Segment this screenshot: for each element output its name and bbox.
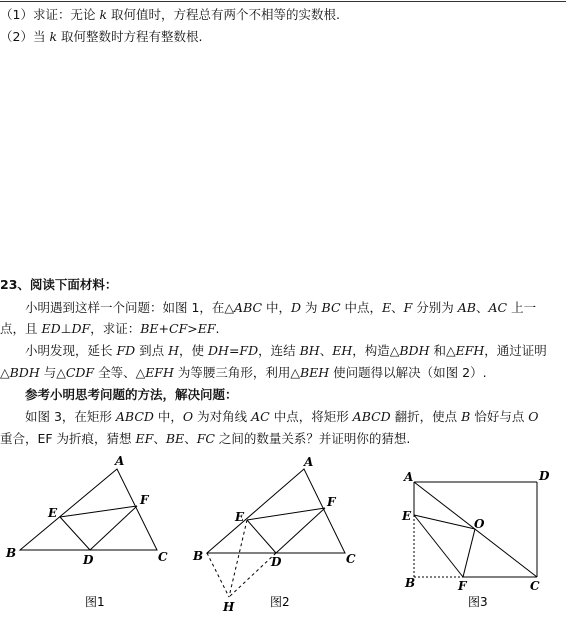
fig1-segment-ed <box>60 517 90 550</box>
part2-suffix: 取何整数时方程有整数根. <box>57 29 203 44</box>
math-term: BC <box>321 300 341 315</box>
fig1-segment-ef <box>60 506 137 517</box>
q23-heading: 23、阅读下面材料： <box>0 277 118 292</box>
text-run: △ <box>0 365 10 380</box>
math-term: AC <box>488 300 508 315</box>
math-term: BDH <box>399 343 430 358</box>
math-term: FD <box>116 343 136 358</box>
fig3-label-f: F <box>458 579 467 593</box>
figures <box>0 445 566 635</box>
fig3-label-b: B <box>405 576 416 590</box>
fig3-label-a: A <box>404 470 414 484</box>
fig1-triangle-abc <box>20 469 157 550</box>
text-run: 上一 <box>507 300 537 315</box>
fig1-label-e: E <box>48 506 58 520</box>
math-term: BE <box>165 431 185 446</box>
math-term: BE+CF>EF <box>140 321 216 336</box>
math-term: FC <box>196 431 215 446</box>
math-term: E <box>382 300 392 315</box>
text-run: 中， <box>153 409 183 424</box>
text-run: 翻折，使点 <box>390 409 462 424</box>
fig3-label-o: O <box>474 517 485 531</box>
text-run: 、 <box>319 343 333 358</box>
fig2-segment-bh <box>207 553 229 597</box>
math-term: O <box>528 409 539 424</box>
fig1-label-f: F <box>140 493 149 507</box>
q23-p4-line1 <box>0 408 539 426</box>
fig1-label-d: D <box>83 553 94 567</box>
math-term: DH=FD <box>208 343 259 358</box>
math-term: EFH <box>455 343 485 358</box>
part2-line <box>0 28 202 46</box>
fig3-label-e: E <box>402 509 412 523</box>
text-run: 、 <box>184 431 197 446</box>
math-term: EH <box>332 343 353 358</box>
fig2-label-h: H <box>223 600 235 614</box>
math-term: AB <box>457 300 476 315</box>
text-run: 小明发现，延长 <box>0 343 117 358</box>
text-run: 使问题得以解决（如图 2）. <box>329 365 487 380</box>
text-run: 为对角线 <box>193 409 252 424</box>
text-run: 小明遇到这样一个问题：如图 1，在△ <box>0 300 235 315</box>
fig3-label-d: D <box>539 469 550 483</box>
part2-prefix: （2）当 <box>0 29 50 44</box>
figure-2 <box>207 469 345 597</box>
text-run: 中点， <box>340 300 382 315</box>
text-run: ⊥ <box>60 321 72 336</box>
top-rule <box>0 1 566 2</box>
text-run: 重合，EF 为折痕，猜想 <box>0 431 136 446</box>
fig1-label-a: A <box>115 454 125 468</box>
text-run: ，求证： <box>90 321 141 336</box>
figure-1 <box>20 469 157 550</box>
text-run: 、 <box>153 431 166 446</box>
text-run: 点，且 <box>0 321 42 336</box>
fig2-segment-dh <box>229 553 276 597</box>
fig1-caption: 图1 <box>85 595 105 609</box>
math-term: AC <box>251 409 270 424</box>
text-run: 中点，将矩形 <box>269 409 353 424</box>
math-term: H <box>168 343 180 358</box>
text-run: ，使 <box>179 343 209 358</box>
math-term: DF <box>71 321 91 336</box>
fig2-caption: 图2 <box>270 595 290 609</box>
fig1-label-c: C <box>158 550 168 564</box>
math-term: ABC <box>234 300 263 315</box>
fig2-triangle-abc <box>207 469 345 553</box>
text-run: 中， <box>262 300 292 315</box>
part1-line <box>0 6 340 24</box>
part1-suffix: 取何值时，方程总有两个不相等的实数根. <box>107 7 340 22</box>
q23-p1-line2 <box>0 320 220 338</box>
fig2-label-e: E <box>235 510 245 524</box>
fig3-label-c: C <box>530 579 540 593</box>
math-term: BDH <box>9 365 40 380</box>
fig3-segment-of <box>463 529 475 577</box>
text-run: 分别为 <box>412 300 458 315</box>
fig2-label-f: F <box>327 495 336 509</box>
fig2-label-a: A <box>304 455 314 469</box>
part1-prefix: （1）求证：无论 <box>0 7 100 22</box>
q23-p2-line2 <box>0 364 487 382</box>
math-term: ED <box>41 321 61 336</box>
math-term: D <box>291 300 302 315</box>
part1-var: k <box>99 7 108 22</box>
text-run: 到点 <box>135 343 169 358</box>
fig1-segment-df <box>90 506 137 550</box>
q23-p3: 参考小明思考问题的方法，解决问题： <box>0 387 238 402</box>
text-run: 恰好与点 <box>470 409 529 424</box>
q23-p1-line1 <box>0 299 536 317</box>
part2-var: k <box>49 29 58 44</box>
fig2-label-d: D <box>271 555 282 569</box>
math-term: CDF <box>65 365 95 380</box>
text-run: 之间的数量关系？并证明你的猜想. <box>214 431 411 446</box>
math-term: BEH <box>299 365 330 380</box>
text-run: 和△ <box>429 343 456 358</box>
text-run: ，构造△ <box>352 343 400 358</box>
math-term: B <box>461 409 471 424</box>
fig3-caption: 图3 <box>468 595 488 609</box>
q23-p2-line1 <box>0 342 547 360</box>
text-run: 与△ <box>39 365 66 380</box>
math-term: ABCD <box>115 409 154 424</box>
text-run: 全等、△ <box>94 365 146 380</box>
text-run: ，通过证明 <box>484 343 547 358</box>
math-term: EFH <box>145 365 174 380</box>
text-run: 为等腰三角形，利用△ <box>173 365 300 380</box>
math-term: O <box>182 409 194 424</box>
text-run: 如图 3，在矩形 <box>0 409 116 424</box>
text-run: 、 <box>391 300 404 315</box>
math-term: EF <box>135 431 154 446</box>
fig2-label-b: B <box>193 549 204 563</box>
math-term: BH <box>299 343 320 358</box>
text-run: 为 <box>301 300 322 315</box>
text-run: 、 <box>476 300 489 315</box>
fig1-label-b: B <box>6 546 17 560</box>
math-term: ABCD <box>352 409 391 424</box>
fig2-label-c: C <box>346 552 356 566</box>
text-run: . <box>215 321 220 336</box>
text-run: ，连结 <box>258 343 300 358</box>
fig2-segment-ed <box>247 520 276 553</box>
math-term: F <box>403 300 413 315</box>
